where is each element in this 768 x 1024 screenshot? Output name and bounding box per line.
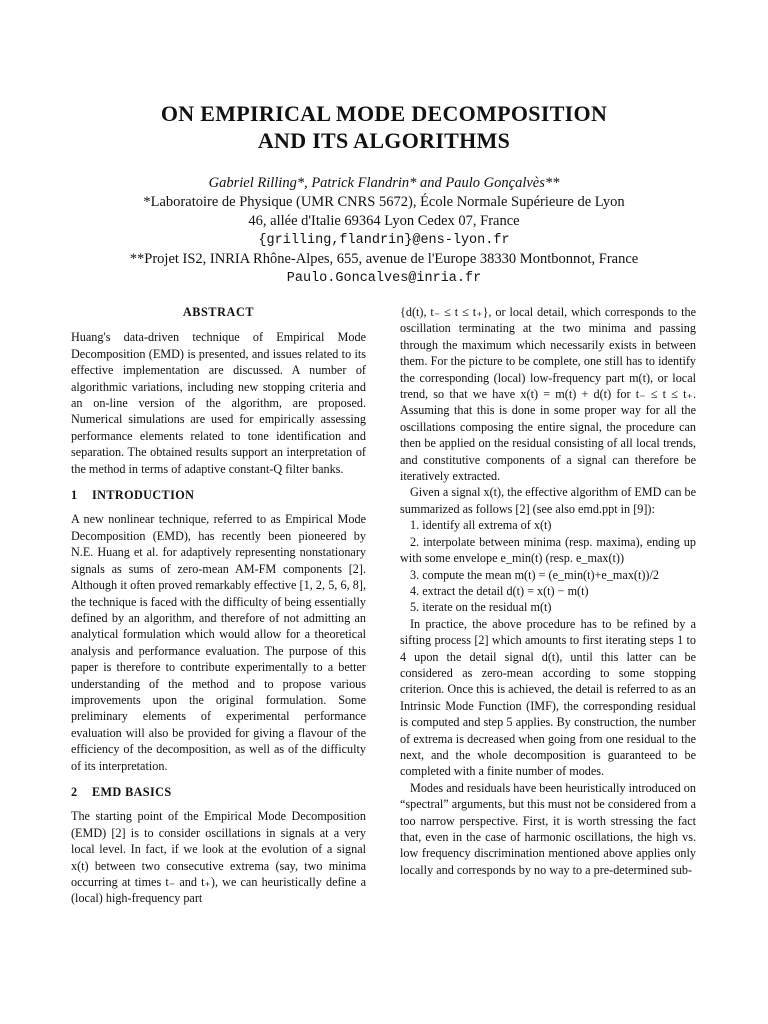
affiliation-1-line-2: 46, allée d'Italie 69364 Lyon Cedex 07, France (248, 213, 520, 229)
section-title: INTRODUCTION (92, 488, 195, 503)
email-1: {grilling,flandrin}@ens-lyon.fr (258, 233, 510, 248)
emd-basics-text: The starting point of the Empirical Mode Decomposition (EMD) [2] is to consider oscillations in signals at a very local level. In fact, if we look at the evolution of a signal x(t) between two consecutive extrema (say, two minima occurring at times t₋ and t₊), we can heuristically define a (local) high-frequency part (71, 809, 366, 906)
author-block (0, 174, 768, 288)
algorithm-step: 5. iterate on the residual m(t) (410, 600, 552, 615)
algorithm-step: 1. identify all extrema of x(t) (410, 518, 552, 533)
abstract-text: Huang's data-driven technique of Empirical Mode Decomposition (EMD) is presented, and issues related to its effective implementation are discussed. A number of algorithmic variations, including new stopping criteria and an on-line version of the algorithm, are proposed. Numerical simulations are used for empirically assessing performance elements related to tone identification and separation. The obtained results support an interpretation of the method in terms of adaptive constant-Q filter banks. (71, 330, 366, 476)
introduction-text: A new nonlinear technique, referred to as Empirical Mode Decomposition (EMD), has recently been pioneered by N.E. Huang et al. for adaptively representing nonstationary signals as sums of zero-mean AM-FM components [2]. Although it often proved remarkably effective [1, 2, 5, 6, 8], the technique is faced with the difficulty of being essentially defined by an algorithm, and therefore of not admitting an analytical formulation which would allow for a theoretical analysis and performance evaluation. The purpose of this paper is therefore to contribute experimentally to a better understanding of the method and to propose various improvements upon the original formulation. Some preliminary elements of experimental performance evaluation will also be provided for giving a flavour of the efficiency of the decomposition, as well as of the difficulty of its interpretation. (71, 512, 366, 773)
affiliation-2: **Projet IS2, INRIA Rhône-Alpes, 655, avenue de l'Europe 38330 Montbonnot, France (129, 251, 639, 267)
algorithm-steps (400, 517, 696, 615)
section-number: 2 (71, 784, 78, 799)
algorithm-step: 2. interpolate between minima (resp. maxima), ending up with some envelope e_min(t) (resp. e_max(t)) (400, 534, 696, 566)
section-heading-introduction (71, 487, 366, 503)
paper-title (0, 100, 768, 154)
body-paragraph: Modes and residuals have been heuristically introduced on “spectral” arguments, but this must not be considered from a too narrow perspective. First, it is worth stressing the fact that, even in the case of harmonic oscillations, the high vs. low frequency discrimination mentioned above applies only locally and corresponds by no way to a pre-determined sub- (400, 780, 696, 877)
email-2: Paulo.Goncalves@inria.fr (286, 271, 482, 286)
right-column (400, 304, 696, 878)
section-number: 1 (71, 488, 78, 503)
body-paragraph: Given a signal x(t), the effective algorithm of EMD can be summarized as follows [2] (see also emd.ppt in [9]): (400, 485, 696, 516)
title-line-2: AND ITS ALGORITHMS (257, 128, 511, 153)
author-names: Gabriel Rilling*, Patrick Flandrin* and Paulo Gonçalvès** (208, 175, 560, 191)
algorithm-step: 3. compute the mean m(t) = (e_min(t)+e_max(t))/2 (410, 567, 659, 582)
left-column (71, 304, 366, 907)
affiliation-1-line-1: *Laboratoire de Physique (UMR CNRS 5672), École Normale Supérieure de Lyon (143, 194, 625, 210)
algorithm-step: 4. extract the detail d(t) = x(t) − m(t) (410, 583, 589, 598)
section-heading-emd-basics (71, 784, 366, 800)
body-paragraph: In practice, the above procedure has to be refined by a sifting process [2] which amounts to first iterating steps 1 to 4 upon the detail signal d(t), until this latter can be considered as zero-mean according to some stopping criterion. Once this is achieved, the detail is referred to as an Intrinsic Mode Function (IMF), the corresponding residual is computed and step 5 applies. By construction, the number of extrema is decreased when going from one residual to the next, and the whole decomposition is guaranteed to be completed with a finite number of modes. (400, 616, 696, 779)
title-line-1: ON EMPIRICAL MODE DECOMPOSITION (160, 101, 608, 126)
abstract-heading: ABSTRACT (182, 305, 255, 319)
body-paragraph: {d(t), t₋ ≤ t ≤ t₊}, or local detail, which corresponds to the oscillation terminating at the two minima and passing through the maximum which necessarily exists in between them. For the picture to be complete, one still has to identify the corresponding (local) low-frequency part m(t), or local trend, so that we have x(t) = m(t) + d(t) for t₋ ≤ t ≤ t₊. Assuming that this is done in some proper way for all the oscillations composing the entire signal, the procedure can then be applied on the residual consisting of all local trends, and constitutive components of a signal can therefore be iteratively extracted. (400, 305, 696, 484)
section-title: EMD BASICS (92, 784, 172, 799)
